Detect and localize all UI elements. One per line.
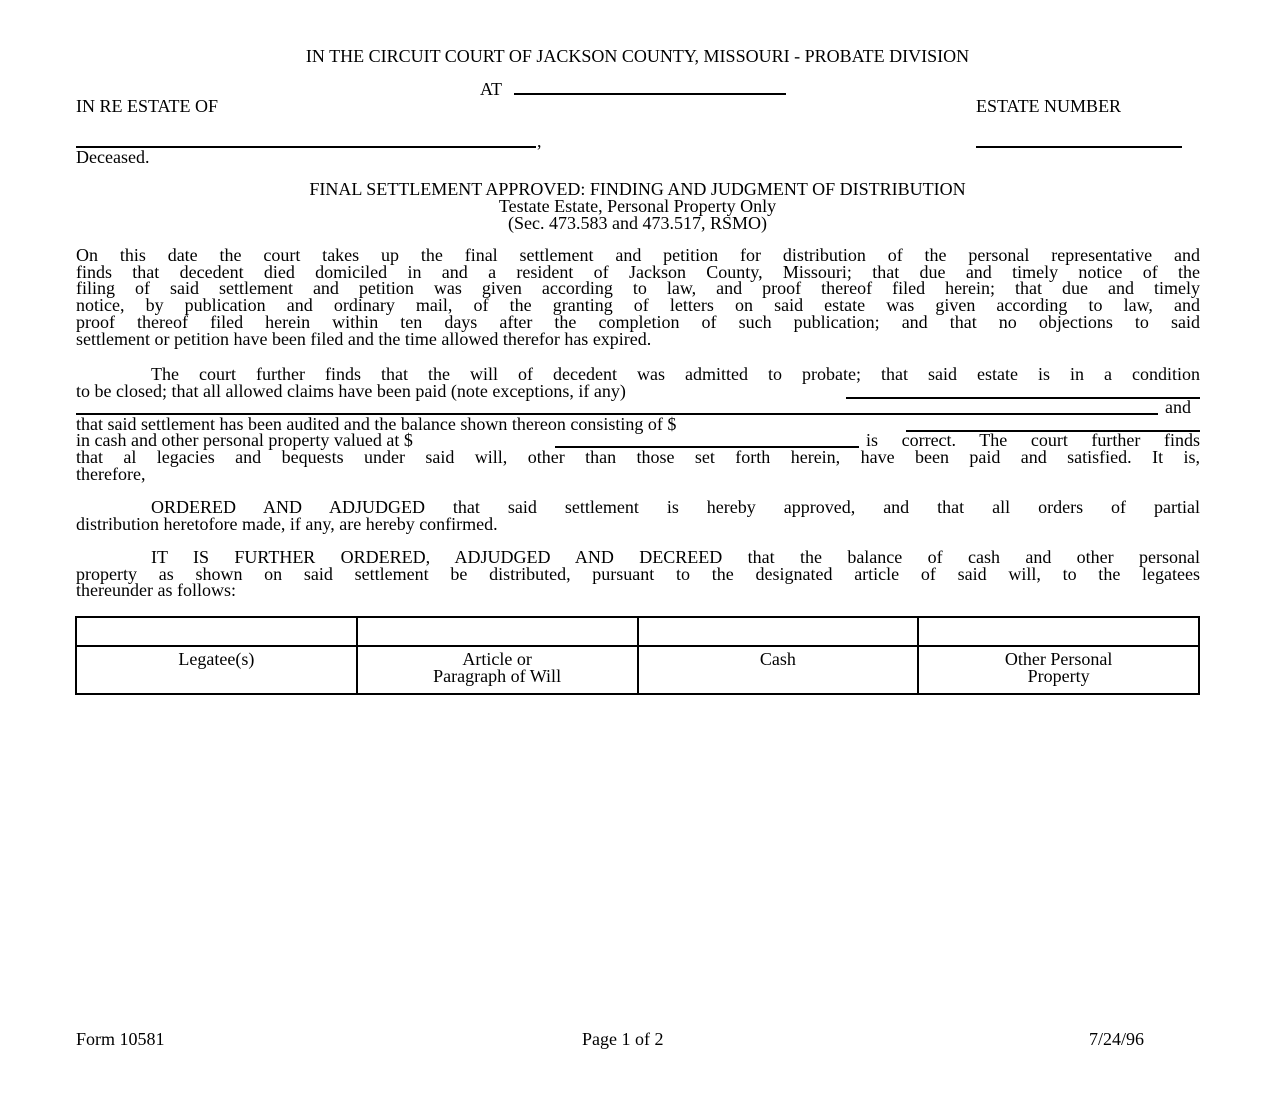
statute-reference: (Sec. 473.583 and 473.517, RSMO) — [508, 213, 767, 233]
form-title: FINAL SETTLEMENT APPROVED: FINDING AND JUDGMENT OF DISTRIBUTION — [309, 179, 966, 199]
deceased-label: Deceased. — [76, 147, 150, 167]
table-header-row — [76, 646, 1199, 694]
ordered-adjudged-line-2: distribution heretofore made, if any, are hereby confirmed. — [76, 514, 498, 534]
at-location-blank[interactable] — [514, 93, 786, 95]
name-comma: , — [537, 131, 542, 151]
header-line: Paragraph of Will — [433, 666, 562, 686]
table-blank-row — [76, 617, 1199, 646]
and-word: and — [1165, 397, 1191, 417]
decreed-line-2: property as shown on said settlement be distributed, pursuant to the designated article of said will, to the legatees — [76, 564, 1200, 584]
header-line: Other Personal — [1004, 649, 1113, 669]
paragraph-line: settlement or petition have been filed and the time allowed therefor has expired. — [76, 328, 652, 349]
header-line: Property — [1027, 666, 1090, 686]
court-title: IN THE CIRCUIT COURT OF JACKSON COUNTY, MISSOURI - PROBATE DIVISION — [305, 46, 970, 66]
estate-number-label: ESTATE NUMBER — [976, 96, 1122, 116]
in-re-estate-label: IN RE ESTATE OF — [76, 96, 219, 116]
header-line: Legatee(s) — [178, 649, 255, 669]
decreed-line-1: IT IS FURTHER ORDERED, ADJUDGED AND DECREED that the balance of cash and other personal — [151, 547, 1200, 567]
table-cell-blank[interactable] — [638, 617, 919, 646]
header-article — [357, 646, 638, 694]
paragraph-will-line-5b: is correct. The court further finds — [866, 430, 1200, 450]
form-date: 7/24/96 — [1089, 1029, 1145, 1049]
form-number: Form 10581 — [76, 1029, 165, 1049]
header-legatees — [76, 646, 357, 694]
paragraph-line: On this date the court takes up the final settlement and petition for distribution of the personal representative and — [76, 245, 1200, 265]
paragraph-will-line-2: to be closed; that all allowed claims have been paid (note exceptions, if any) — [76, 381, 626, 401]
form-subtitle: Testate Estate, Personal Property Only — [498, 196, 777, 216]
paragraph-will-line-4: that said settlement has been audited and the balance shown thereon consisting of $ — [76, 414, 677, 434]
table-cell-blank[interactable] — [918, 617, 1199, 646]
estate-number-blank[interactable] — [976, 146, 1182, 148]
header-line: Cash — [759, 649, 796, 669]
decreed-line-3: thereunder as follows: — [76, 580, 236, 600]
paragraph-will-line-6: that al legacies and bequests under said will, other than those set forth herein, have been paid and satisfied. It is, — [76, 447, 1200, 467]
paragraph-will-line-1: The court further finds that the will of decedent was admitted to probate; that said estate is in a condition — [151, 364, 1200, 384]
header-other-property — [918, 646, 1199, 694]
distribution-table — [75, 616, 1200, 695]
at-label: AT — [480, 79, 502, 99]
header-cash — [638, 646, 919, 694]
paragraph-line: finds that decedent died domiciled in and a resident of Jackson County, Missouri; that due and timely notice of the — [76, 261, 1200, 282]
table-cell-blank[interactable] — [76, 617, 357, 646]
paragraph-will-line-7: therefore, — [76, 464, 146, 484]
header-line: Article or — [462, 649, 532, 669]
table-cell-blank[interactable] — [357, 617, 638, 646]
page-number: Page 1 of 2 — [582, 1029, 664, 1049]
paragraph-will-line-5a: in cash and other personal property valued at $ — [76, 430, 413, 450]
paragraph-line: proof thereof filed herein within ten days after the completion of such publication; and that no objections to said — [76, 311, 1200, 332]
claims-exceptions-blank[interactable] — [846, 397, 1200, 399]
ordered-adjudged-line-1: ORDERED AND ADJUDGED that said settlement is hereby approved, and that all orders of partial — [151, 497, 1200, 517]
at-line — [480, 80, 786, 98]
paragraph-line: notice, by publication and ordinary mail, of the granting of letters on said estate was given according to law, and — [76, 295, 1200, 316]
paragraph-line: filing of said settlement and petition was given according to law, and proof thereof filed herein; that due and timely — [76, 278, 1200, 299]
paragraph-findings — [76, 247, 1200, 347]
